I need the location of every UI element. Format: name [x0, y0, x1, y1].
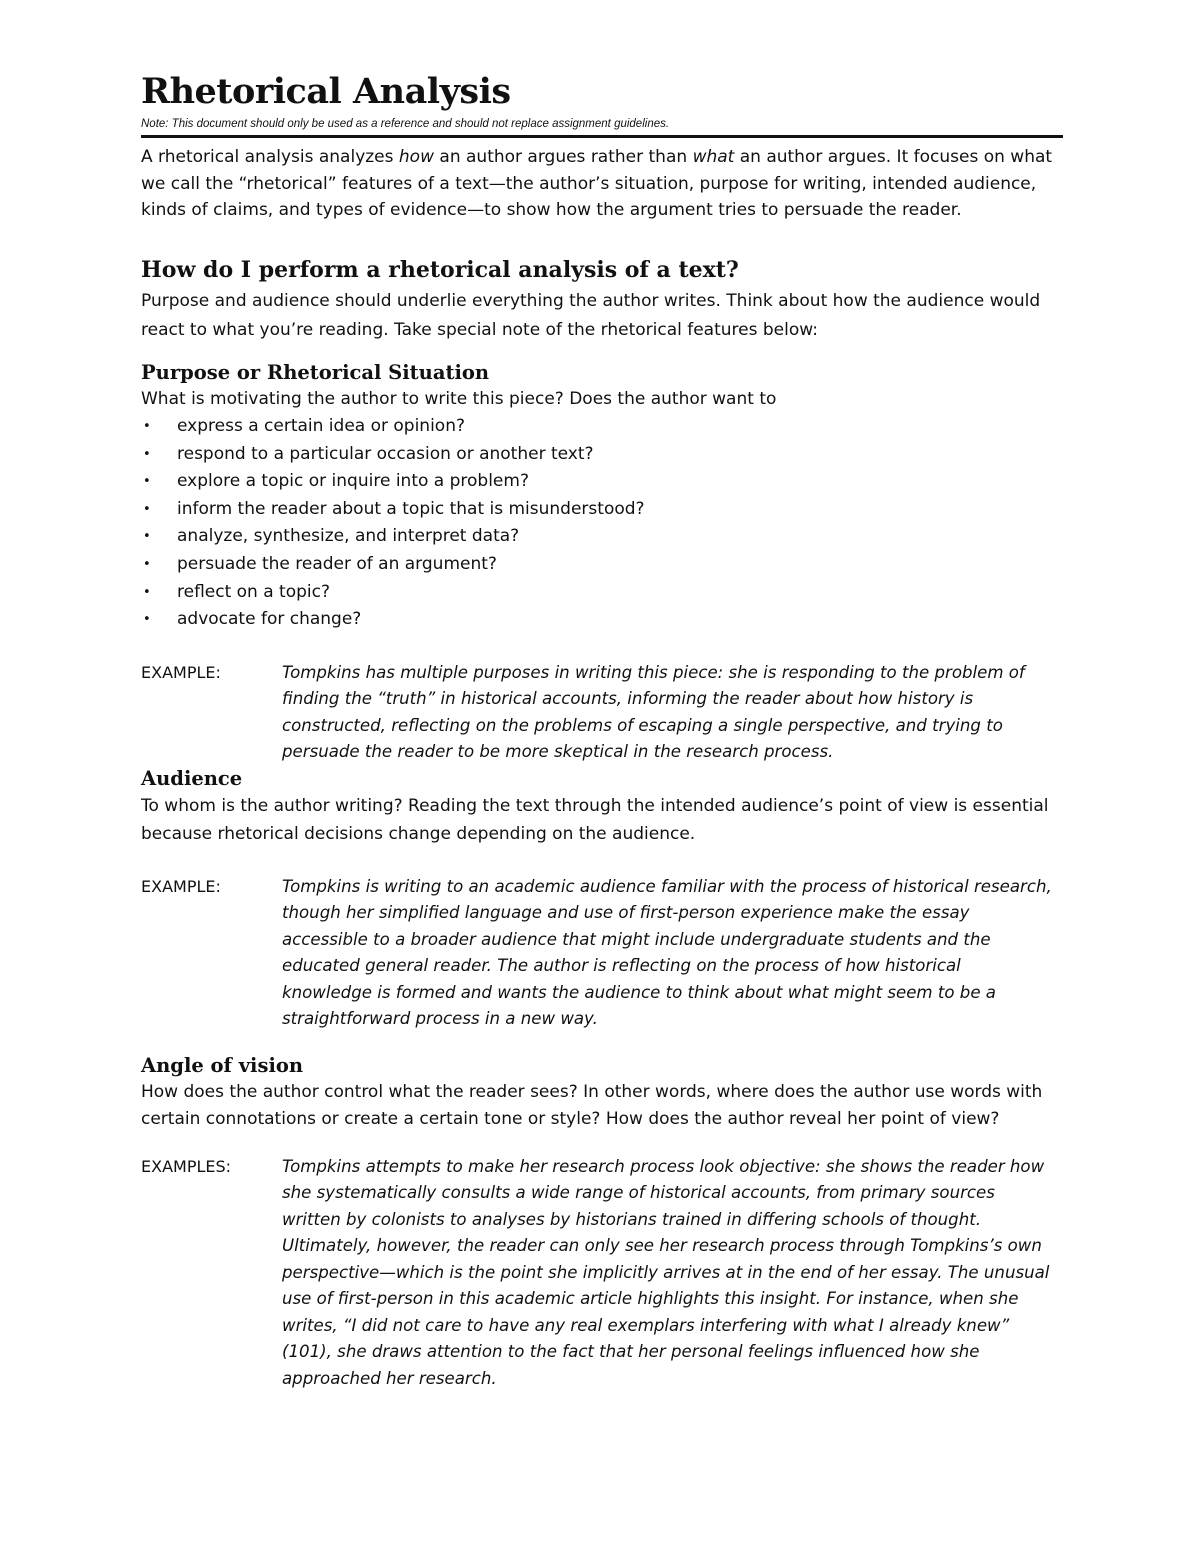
audience-paragraph: To whom is the author writing? Reading the text through the intended audience’s point of view is essential because rhetorical decisions change depending on the audience. — [141, 795, 1049, 844]
document-note: Note: This document should only be used as a reference and should not replace assignment guidelines. — [141, 118, 670, 130]
angle-paragraph: How does the author control what the reader sees? In other words, where does the author use words with certain connotations or create a certain tone or style? How does the author reveal her point of view? — [141, 1081, 1043, 1130]
list-item — [141, 551, 1063, 579]
intro-emphasis-what: what — [692, 147, 735, 167]
bullet-icon: • — [143, 612, 151, 628]
list-item-text: analyze, synthesize, and interpret data? — [177, 526, 520, 547]
purpose-heading: Purpose or Rhetorical Situation — [141, 361, 490, 385]
purpose-bullet-list — [141, 413, 1063, 634]
list-item — [141, 496, 1063, 524]
list-item-text: persuade the reader of an argument? — [177, 554, 497, 575]
angle-example — [141, 1154, 1063, 1393]
example-label: EXAMPLE: — [141, 662, 221, 682]
angle-heading: Angle of vision — [141, 1053, 304, 1077]
intro-text-1: A rhetorical analysis analyzes — [141, 147, 399, 167]
bullet-icon: • — [143, 419, 151, 435]
document-title: Rhetorical Analysis — [141, 71, 511, 112]
audience-heading: Audience — [141, 766, 243, 790]
purpose-example — [141, 660, 1063, 766]
example-text: Tompkins attempts to make her research process look objective: she shows the reader how she systematically consults a wide range of historical accounts, from primary sources written by colonists to analyses by historians trained in differing schools of thought. Ultimately, however, the reader can only see her research process through Tompkins’s own perspective—which is the point she implicitly arrives at in the end of her essay. The unusual use of first-person in this academic article highlights this insight. For instance, when she writes, “I did not care to have any real exemplars interfering with what I already knew” (101), she draws attention to the fact that her personal feelings influenced how she approached her research. — [282, 1156, 1050, 1388]
section-heading: How do I perform a rhetorical analysis of a text? — [141, 257, 739, 284]
list-item-text: inform the reader about a topic that is misunderstood? — [177, 498, 645, 519]
example-text: Tompkins is writing to an academic audience familiar with the process of historical research, though her simplified language and use of first-person experience make the essay accessible to a broader audience that might include undergraduate students and the educated general reader. The author is reflecting on the process of how historical knowledge is formed and wants the audience to think about what might seem to be a straightforward process in a new way. — [282, 876, 1052, 1029]
bullet-icon: • — [143, 529, 151, 545]
example-label: EXAMPLES: — [141, 1156, 232, 1176]
list-item — [141, 413, 1063, 441]
bullet-icon: • — [143, 446, 151, 462]
title-divider — [141, 135, 1063, 138]
list-item-text: respond to a particular occasion or another text? — [177, 443, 594, 464]
list-item-text: advocate for change? — [177, 609, 362, 630]
list-item-text: reflect on a topic? — [177, 581, 331, 602]
bullet-icon: • — [143, 501, 151, 517]
list-item — [141, 523, 1063, 551]
bullet-icon: • — [143, 584, 151, 600]
intro-text-3: an author argues. It focuses on what we call the “rhetorical” features of a text—the author’s situation, purpose for writing, intended audience, kinds of claims, and types of evidence—to show how the argument tries to persuade the reader. — [141, 147, 1053, 221]
bullet-icon: • — [143, 474, 151, 490]
purpose-paragraph: What is motivating the author to write this piece? Does the author want to — [141, 389, 777, 410]
list-item — [141, 606, 1063, 634]
list-item — [141, 441, 1063, 469]
intro-paragraph — [141, 144, 1063, 224]
list-item-text: express a certain idea or opinion? — [177, 416, 466, 437]
list-item — [141, 579, 1063, 607]
bullet-icon: • — [143, 557, 151, 573]
example-label: EXAMPLE: — [141, 876, 221, 896]
list-item-text: explore a topic or inquire into a problem? — [177, 471, 529, 492]
intro-emphasis-how: how — [398, 147, 434, 167]
intro-text-2: an author argues rather than — [434, 147, 693, 167]
example-text: Tompkins has multiple purposes in writing this piece: she is responding to the problem of finding the “truth” in historical accounts, informing the reader about how history is constructed, reflecting on the problems of escaping a single perspective, and trying to persuade the reader to be more skeptical in the research process. — [282, 662, 1025, 762]
document-page — [141, 70, 1063, 1392]
section-paragraph: Purpose and audience should underlie everything the author writes. Think about how the audience would react to what you’re reading. Take special note of the rhetorical features below: — [141, 291, 1041, 341]
list-item — [141, 468, 1063, 496]
audience-example — [141, 874, 1063, 1033]
